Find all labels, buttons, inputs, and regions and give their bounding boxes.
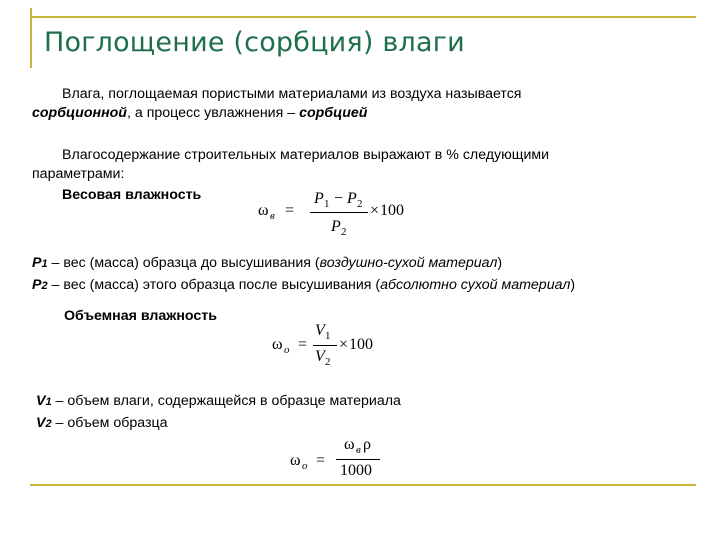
omega-symbol: ω: [258, 202, 269, 219]
minus-sign: −: [334, 190, 344, 207]
p2-symbol: P: [32, 277, 42, 293]
omega-subscript: о: [284, 344, 290, 356]
para2-line1: Влагосодержание строительных материалов выражают в % следующими: [62, 147, 550, 163]
fraction-bar: [313, 345, 337, 346]
para1-line1: Влага, поглощаемая пористыми материалами из воздуха называется: [62, 86, 522, 102]
numerator-p2-sub: 2: [357, 198, 363, 210]
v1-definition: [36, 392, 401, 412]
denominator-value: 1000: [340, 462, 372, 479]
fraction-bar: [336, 459, 380, 460]
p1-symbol: P: [32, 255, 42, 271]
p1-term: воздушно-сухой материал: [319, 255, 498, 271]
term-sorption: сорбцией: [299, 105, 368, 121]
p1-definition: [32, 254, 502, 274]
p2-end: ): [570, 277, 576, 293]
p1-end: ): [497, 255, 503, 271]
hundred-value: 100: [380, 202, 404, 219]
formula-volume-moisture: [272, 322, 392, 372]
equals-sign: =: [285, 202, 295, 219]
weight-moisture-label: Весовая влажность: [62, 187, 202, 203]
equals-sign: =: [316, 452, 326, 469]
p2-subscript: 2: [41, 280, 48, 292]
numerator-v1-sub: 1: [325, 330, 331, 342]
denominator-v2: V: [315, 348, 325, 365]
para2-line2: параметрами:: [32, 166, 125, 182]
omega-subscript: в: [270, 210, 275, 222]
v2-text: – объем образца: [51, 415, 168, 431]
numerator-p1: P: [314, 190, 324, 207]
frame-left-rule: [30, 8, 32, 68]
p1-subscript: 1: [41, 258, 48, 270]
frame-top-rule: [30, 16, 696, 18]
denominator-p2: P: [331, 218, 341, 235]
formula-weight-moisture: [258, 190, 418, 246]
omega-symbol: ω: [290, 452, 301, 469]
p2-text: – вес (масса) этого образца после высушивания (: [47, 277, 381, 293]
numerator-p2: P: [347, 190, 357, 207]
denominator-p2-sub: 2: [341, 226, 347, 238]
equals-sign: =: [298, 336, 308, 353]
v1-text: – объем влаги, содержащейся в образце материала: [51, 393, 401, 409]
denominator-v2-sub: 2: [325, 356, 331, 368]
v2-symbol: V: [36, 415, 46, 431]
v1-subscript: 1: [45, 396, 52, 408]
p2-term: абсолютно сухой материал: [380, 277, 571, 293]
rho-symbol: ρ: [363, 436, 371, 453]
p2-definition: [32, 276, 575, 296]
term-sorption-adj: сорбционной: [32, 105, 127, 121]
para1-mid: , а процесс увлажнения –: [126, 105, 300, 121]
numerator-omega: ω: [344, 436, 355, 453]
omega-subscript: о: [302, 460, 308, 472]
numerator-p1-sub: 1: [324, 198, 330, 210]
formula-volume-weight-relation: [290, 436, 400, 484]
fraction-bar: [310, 212, 368, 213]
slide-title: Поглощение (сорбция) влаги: [44, 27, 465, 58]
numerator-v1: V: [315, 322, 325, 339]
hundred-value: 100: [349, 336, 373, 353]
p1-text: – вес (масса) образца до высушивания (: [47, 255, 320, 271]
times-sign: ×: [370, 202, 380, 219]
v1-symbol: V: [36, 393, 46, 409]
v2-subscript: 2: [45, 418, 52, 430]
frame-bottom-rule: [30, 484, 696, 486]
v2-definition: [36, 414, 168, 434]
times-sign: ×: [339, 336, 349, 353]
omega-symbol: ω: [272, 336, 283, 353]
volume-moisture-label: Объемная влажность: [64, 308, 217, 324]
numerator-omega-sub: в: [356, 444, 361, 456]
para1-line2: [32, 104, 367, 123]
